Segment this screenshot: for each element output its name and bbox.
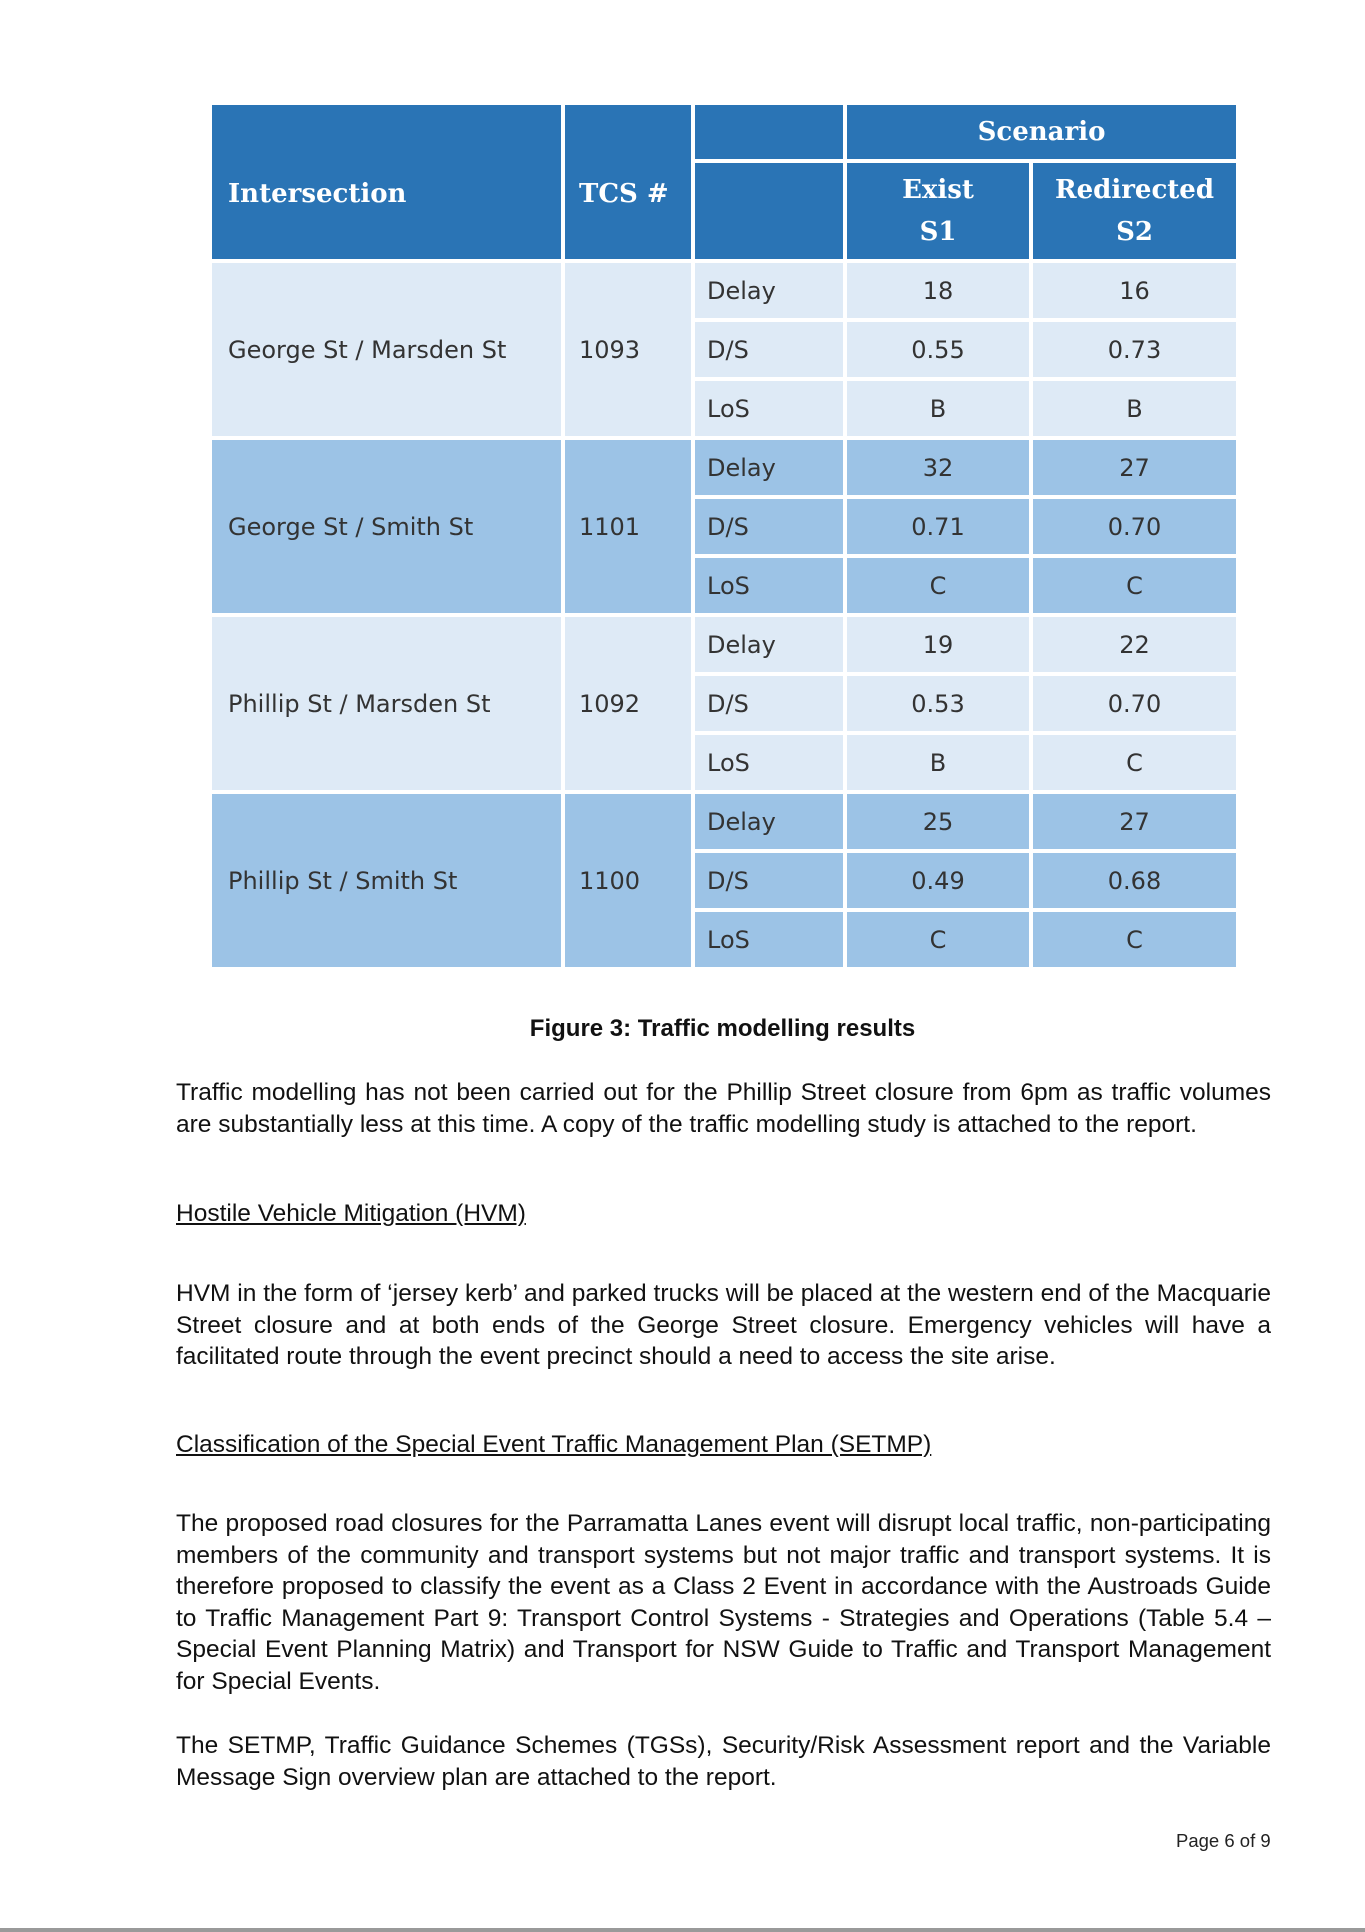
metric-label: LoS <box>695 735 847 794</box>
intersection-name: Phillip St / Smith St <box>212 794 565 971</box>
intersection-name: George St / Smith St <box>212 440 565 617</box>
value-s1: 32 <box>847 440 1033 499</box>
header-scenario: Scenario <box>847 105 1236 163</box>
metric-label: LoS <box>695 558 847 617</box>
value-s1: 19 <box>847 617 1033 676</box>
header-tcs: TCS # <box>565 105 695 263</box>
traffic-modelling-table <box>212 105 1236 971</box>
bottom-divider <box>0 1928 1365 1932</box>
value-s2: 0.70 <box>1033 499 1236 558</box>
figure-caption: Figure 3: Traffic modelling results <box>529 1015 916 1042</box>
value-s1: 25 <box>847 794 1033 853</box>
tcs-number: 1100 <box>565 794 695 971</box>
header-exist-line2: S1 <box>919 217 957 247</box>
heading-setmp: Classification of the Special Event Traffic Management Plan (SETMP) <box>176 1431 932 1458</box>
metric-label: LoS <box>695 912 847 971</box>
tcs-number: 1093 <box>565 263 695 440</box>
value-s1: 0.53 <box>847 676 1033 735</box>
metric-label: Delay <box>695 440 847 499</box>
metric-label: Delay <box>695 794 847 853</box>
header-exist <box>847 163 1033 263</box>
value-s2: B <box>1033 381 1236 440</box>
metric-label: D/S <box>695 676 847 735</box>
paragraph-attachments: The SETMP, Traffic Guidance Schemes (TGSs), Security/Risk Assessment report and the Variable Message Sign overview plan are attached to the report. <box>176 1732 1271 1791</box>
header-redirected <box>1033 163 1236 263</box>
metric-label: D/S <box>695 853 847 912</box>
value-s2: C <box>1033 735 1236 794</box>
value-s2: 27 <box>1033 794 1236 853</box>
table-row <box>212 263 1236 322</box>
value-s1: B <box>847 735 1033 794</box>
table-header-row <box>212 105 1236 163</box>
value-s1: C <box>847 912 1033 971</box>
heading-hvm: Hostile Vehicle Mitigation (HVM) <box>176 1200 526 1227</box>
page-number: Page 6 of 9 <box>1176 1830 1271 1851</box>
value-s1: 0.71 <box>847 499 1033 558</box>
header-redirected-line2: S2 <box>1116 217 1153 247</box>
table-row <box>212 794 1236 853</box>
header-redirected-line1: Redirected <box>1055 175 1215 205</box>
header-blank <box>695 105 847 163</box>
value-s1: 0.55 <box>847 322 1033 381</box>
value-s1: 0.49 <box>847 853 1033 912</box>
header-intersection: Intersection <box>212 105 565 263</box>
value-s2: C <box>1033 558 1236 617</box>
paragraph-classification: The proposed road closures for the Parramatta Lanes event will disrupt local traffic, non-participating members of the community and transport systems but not major traffic and transport systems. It is therefore proposed to classify the event as a Class 2 Event in accordance with the Austroads Guide to Traffic Management Part 9: Transport Control Systems - Strategies and Operations (Table 5.4 – Special Event Planning Matrix) and Transport for NSW Guide to Traffic and Transport Management for Special Events. <box>176 1510 1271 1695</box>
value-s2: 0.70 <box>1033 676 1236 735</box>
value-s1: 18 <box>847 263 1033 322</box>
value-s2: C <box>1033 912 1236 971</box>
value-s1: C <box>847 558 1033 617</box>
table-row <box>212 617 1236 676</box>
value-s2: 22 <box>1033 617 1236 676</box>
value-s1: B <box>847 381 1033 440</box>
metric-label: LoS <box>695 381 847 440</box>
metric-label: Delay <box>695 617 847 676</box>
value-s2: 0.68 <box>1033 853 1236 912</box>
paragraph-traffic-modelling: Traffic modelling has not been carried out for the Phillip Street closure from 6pm as traffic volumes are substantially less at this time. A copy of the traffic modelling study is attached to the report. <box>176 1079 1271 1138</box>
metric-label: Delay <box>695 263 847 322</box>
value-s2: 0.73 <box>1033 322 1236 381</box>
value-s2: 16 <box>1033 263 1236 322</box>
tcs-number: 1092 <box>565 617 695 794</box>
value-s2: 27 <box>1033 440 1236 499</box>
metric-label: D/S <box>695 499 847 558</box>
tcs-number: 1101 <box>565 440 695 617</box>
paragraph-hvm: HVM in the form of ‘jersey kerb’ and parked trucks will be placed at the western end of the Macquarie Street closure and at both ends of the George Street closure. Emergency vehicles will have a facilitated route through the event precinct should a need to access the site arise. <box>176 1280 1271 1370</box>
intersection-name: George St / Marsden St <box>212 263 565 440</box>
header-exist-line1: Exist <box>902 175 974 205</box>
table-row <box>212 440 1236 499</box>
intersection-name: Phillip St / Marsden St <box>212 617 565 794</box>
metric-label: D/S <box>695 322 847 381</box>
header-metric-blank <box>695 163 847 263</box>
